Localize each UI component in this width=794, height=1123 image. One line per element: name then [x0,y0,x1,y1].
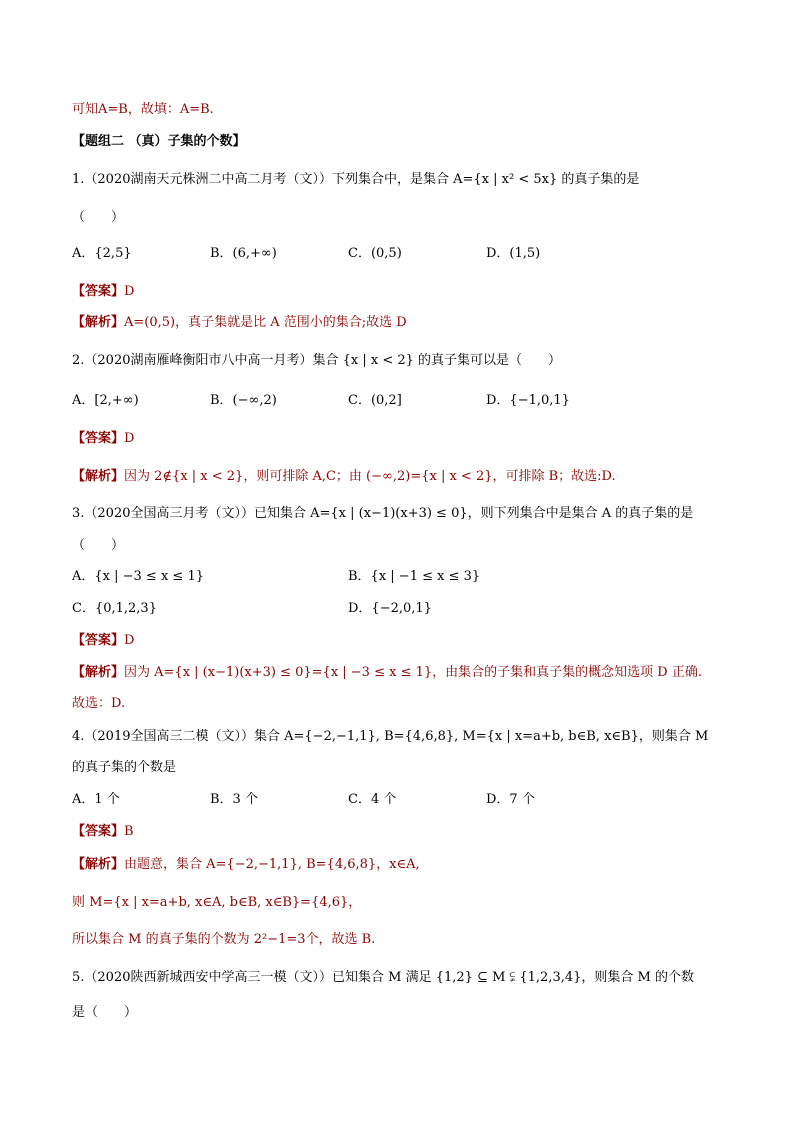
group-title: 【题组二 （真）子集的个数】 [72,134,246,149]
question-1-stem: 1.（2020湖南天元株洲二中高二月考（文））下列集合中，是集合 A={x | x² < 5x} 的真子集的是 [72,172,640,187]
answer-tag: 【答案】 [72,284,125,299]
question-4-answer [72,822,134,842]
answer-tag: 【答案】 [72,633,125,648]
analysis-tag: 【解析】 [72,857,125,872]
analysis-tag: 【解析】 [72,665,125,680]
question-3-option-b: B．{x | −1 ≤ x ≤ 3} [348,569,481,584]
question-4-analysis-line-2: 则 M={x | x=a+b, x∈A, b∈B, x∈B}={4,6}， [72,895,362,910]
question-3-option-d: D．{−2,0,1} [348,601,432,616]
answer-value: B [124,824,134,839]
question-1-option-b: B．(6,+∞) [210,246,277,261]
question-4-analysis-line-3: 所以集合 M 的真子集的个数为 2²−1=3个，故选 B. [72,932,376,947]
analysis-text: 因为 2∉{x | x < 2}，则可排除 A,C；由 (−∞,2)={x | x < 2}，可排除 B；故选:D. [124,469,616,484]
question-2-option-b: B．(−∞,2) [210,393,277,408]
intro-line: 可知A=B，故填：A=B. [72,102,214,117]
question-3-stem-cont: （ ） [72,538,125,553]
analysis-text: 因为 A={x | (x−1)(x+3) ≤ 0}={x | −3 ≤ x ≤ 1}，由集合的子集和真子集的概念知选项 D 正确. [124,665,702,680]
question-2-answer [72,429,134,449]
question-3-analysis [72,663,702,683]
question-4-analysis [72,855,420,875]
question-3-option-c: C．{0,1,2,3} [72,601,157,616]
question-3-answer [72,631,134,651]
question-5-stem: 5.（2020陕西新城西安中学高三一模（文））已知集合 M 满足 {1,2} ⊆ M ⫋ {1,2,3,4}，则集合 M 的个数 [72,970,694,985]
question-1-option-a: A．{2,5} [72,246,132,261]
analysis-text: 由题意，集合 A={−2,−1,1}, B={4,6,8}，x∈A, [124,857,420,872]
answer-value: D [124,633,135,648]
analysis-tag: 【解析】 [72,315,125,330]
question-2-analysis [72,467,616,487]
answer-value: D [124,431,135,446]
question-1-option-c: C．(0,5) [348,246,402,261]
question-2-option-a: A．[2,+∞) [72,393,139,408]
analysis-text: A=(0,5)，真子集就是比 A 范围小的集合;故选 D [124,315,407,330]
question-1-stem-cont: （ ） [72,210,125,225]
question-4-option-b: B．3 个 [210,792,258,807]
question-4-option-a: A．1 个 [72,792,120,807]
answer-tag: 【答案】 [72,824,125,839]
question-2-option-d: D．{−1,0,1} [486,393,570,408]
question-3-stem: 3.（2020全国高三月考（文））已知集合 A={x | (x−1)(x+3) ≤ 0}，则下列集合中是集合 A 的真子集的是 [72,506,694,521]
question-5-stem-cont: 是（ ） [72,1005,138,1020]
question-1-option-d: D．(1,5) [486,246,541,261]
answer-tag: 【答案】 [72,431,125,446]
question-1-answer [72,282,134,302]
answer-value: D [124,284,135,299]
question-1-analysis [72,313,407,333]
question-3-option-a: A．{x | −3 ≤ x ≤ 1} [72,569,204,584]
question-2-option-c: C．(0,2] [348,393,402,408]
question-3-analysis-cont: 故选：D. [72,696,126,711]
analysis-tag: 【解析】 [72,469,125,484]
question-2-stem: 2.（2020湖南雁峰衡阳市八中高一月考）集合 {x | x < 2} 的真子集可以是（ ） [72,353,562,368]
question-4-stem-cont: 的真子集的个数是 [72,760,177,775]
question-4-stem: 4.（2019全国高三二模（文））集合 A={−2,−1,1}, B={4,6,8}, M={x | x=a+b, b∈B, x∈B}，则集合 M [72,729,709,744]
question-4-option-c: C．4 个 [348,792,397,807]
question-4-option-d: D．7 个 [486,792,535,807]
